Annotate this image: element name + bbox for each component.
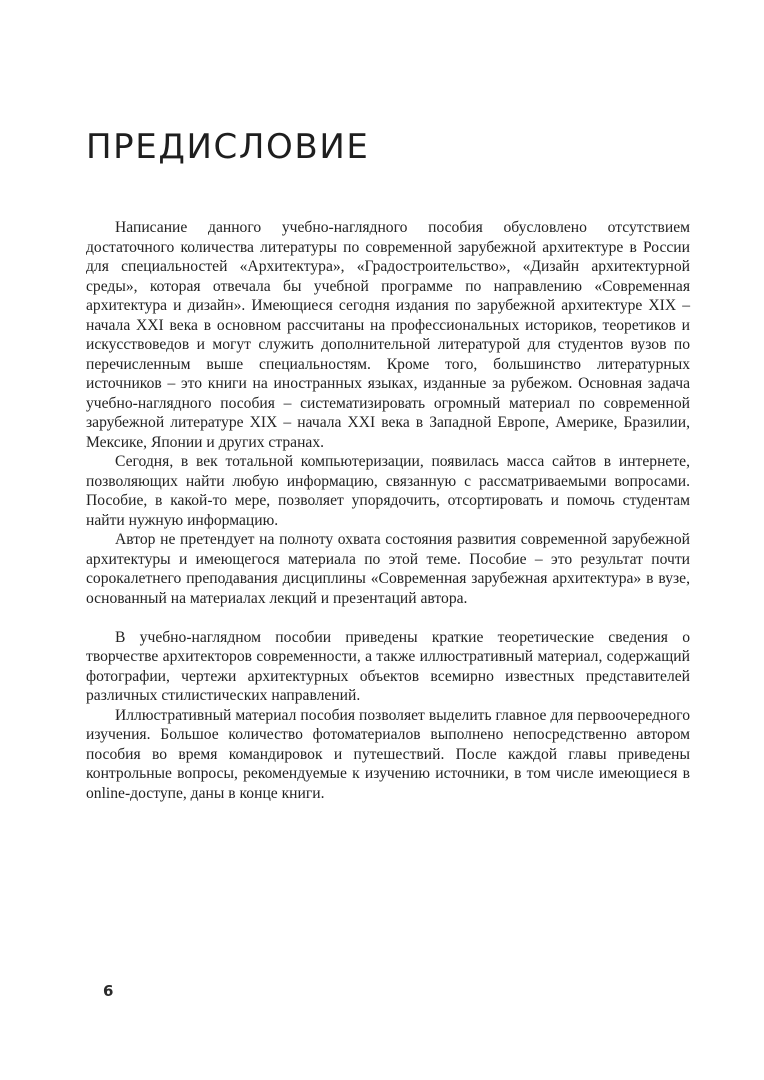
page-title: ПРЕДИСЛОВИЕ	[86, 127, 370, 167]
paragraph-2: Сегодня, в век тотальной компьютеризации, появилась масса сайтов в интернете, позволяющих найти любую информацию, связанную с рассматриваемыми вопросами. Пособие, в какой-то мере, позволяет упорядочить, отсортировать и помочь студентам найти нужную информацию.	[86, 453, 690, 529]
paragraph-5: Иллюстративный материал пособия позволяет выделить главное для первоочередного изучения. Большое количество фотоматериалов выполнено непосредственно автором пособия во время командировок и путешествий. После каждой главы приведены контрольные вопросы, рекомендуемые к изучению источники, в том числе имеющиеся в online-доступе, даны в конце книги.	[86, 706, 690, 802]
page-number: 6	[103, 982, 114, 1000]
paragraph-4: В учебно-наглядном пособии приведены краткие теоретические сведения о творчестве архитекторов современности, а также иллюстративный материал, содержащий фотографии, чертежи архитектурных объектов всемирно известных представителей различных стилистических направлений.	[86, 628, 690, 704]
paragraph-3: Автор не претендует на полноту охвата состояния развития современной зарубежной архитектуры и имеющегося материала по этой теме. Пособие – это результат почти сорокалетнего преподавания дисциплины «Современная зарубежная архитектура» в вузе, основанный на материалах лекций и презентаций автора.	[86, 531, 690, 607]
preface-body	[86, 218, 690, 803]
paragraph-1: Написание данного учебно-наглядного пособия обусловлено отсутствием достаточного количества литературы по современной зарубежной архитектуре в России для специальностей «Архитектура», «Градостроительство», «Дизайн архитектурной среды», которая отвечала бы учебной программе по направлению «Современная архитектура и дизайн». Имеющиеся сегодня издания по зарубежной архитектуре XIX – начала XXI века в основном рассчитаны на профессиональных историков, теоретиков и искусствоведов и могут служить дополнительной литературой для студентов вузов по перечисленным выше специальностям. Кроме того, большинство литературных источников – это книги на иностранных языках, изданные за рубежом. Основная задача учебно-наглядного пособия – систематизировать огромный материал по современной зарубежной литературе XIX – начала XXI века в Западной Европе, Америке, Бразилии, Мексике, Японии и других странах.	[86, 219, 690, 451]
